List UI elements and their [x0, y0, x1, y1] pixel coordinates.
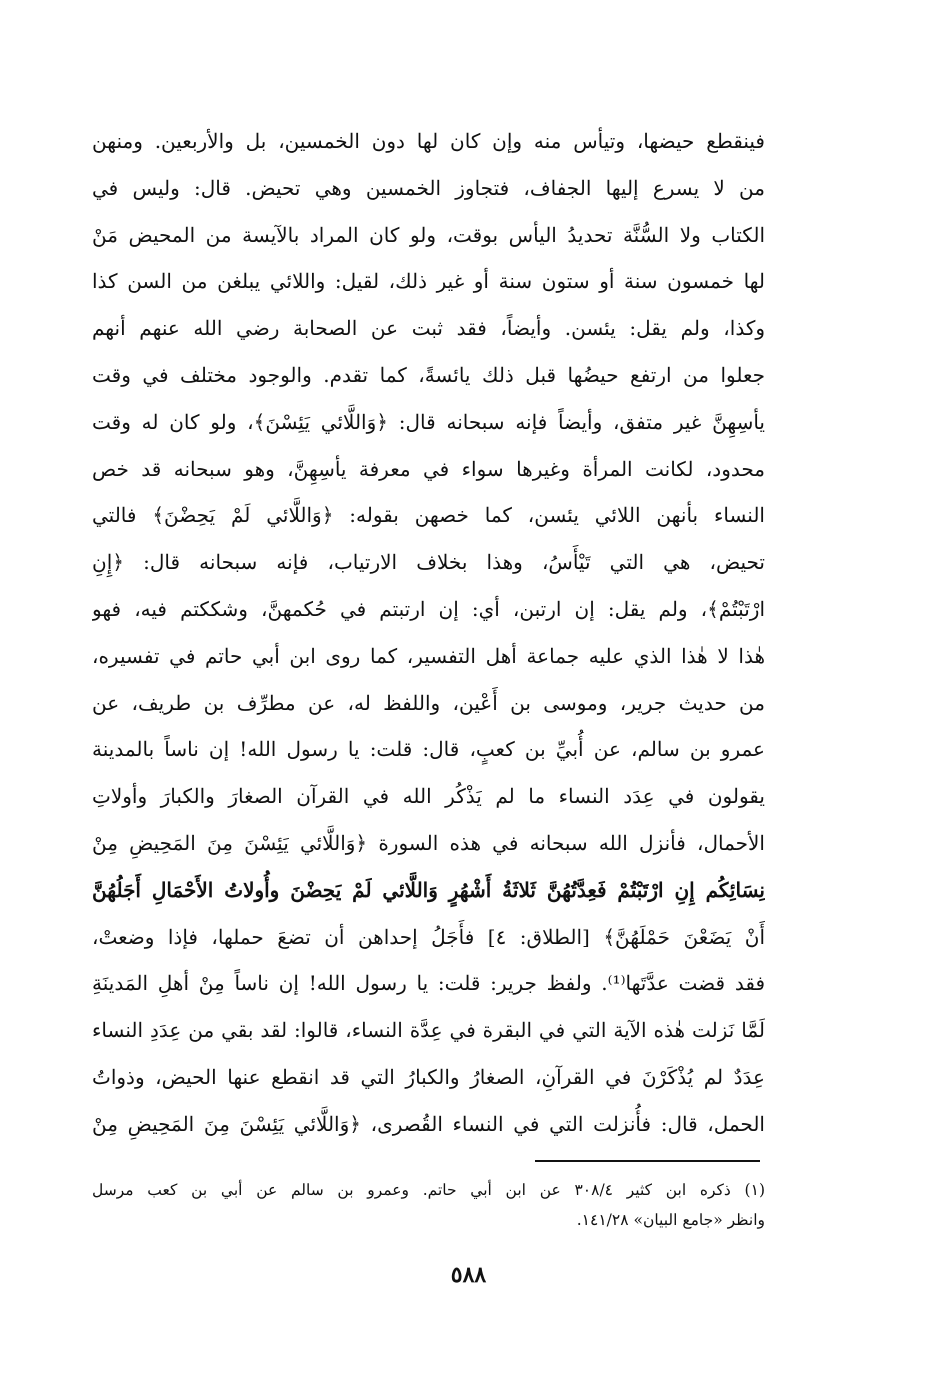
footnote — [92, 1175, 765, 1235]
text-line: الكتاب ولا السُّنَّة تحديدُ اليأس بوقت، ولو كان المراد بالآيسة من المحيض مَنْ — [92, 222, 765, 247]
quran-verse-line: نِسَائِكُم إِنِ ارْتَبْتُمْ فَعِدَّتُهُنَّ ثَلاثَةُ أَشْهُرٍ وَاللَّائي لَمْ يَحِضْنَ وأُولاتُ الأَحْمَالِ أَجَلُهُنَّ — [92, 877, 765, 902]
text-line: النساء بأنهن اللائي يئسن، كما خصهن بقوله: ﴿وَاللَّائي لَمْ يَحِضْنَ﴾ فالتي — [92, 503, 765, 528]
text-line: جعلوا من ارتفع حيضُها قبل ذلك يائسةً، كما تقدم. والوجود مختلف في وقت — [92, 362, 765, 387]
text-line: عِدَدٌ لم يُذْكَرْنَ في القرآنِ، الصغارُ والكبارُ التي قد انقطع عنها الحيض، وذواتُ — [92, 1064, 765, 1089]
text-line: أَنْ يَضَعْنَ حَمْلَهُنَّ﴾ [الطلاق: ٤] فأَجَلُ إحداهن أن تضعَ حملها، فإذا وضعتْ، — [92, 924, 765, 949]
text-line: تحيض، هي التي تَيْأَسُ، وهذا بخلاف الارتياب، فإنه سبحانه قال: ﴿إِنِ — [92, 550, 765, 575]
page-number: ٥٨٨ — [450, 1262, 487, 1288]
text-line: الأحمال، فأنزل الله سبحانه في هذه السورة ﴿وَاللَّائي يَئِسْنَ مِنَ المَحِيضِ مِنْ — [92, 830, 765, 855]
text-line: فقد قضت عدَّتَها⁽¹⁾. ولفظ جرير: قلت: يا رسول الله! إن ناساً مِنْ أهلِ المَدينَةِ — [92, 971, 765, 996]
main-text — [92, 118, 765, 1148]
text-line: وكذا، ولم يقل: يئسن. وأيضاً، فقد ثبت عن الصحابة رضي الله عنهم أنهم — [92, 316, 765, 341]
text-line: يقولون في عِدَد النساء ما لم يَذْكُر الله في القرآن الصغارَ والكبارَ وأولاتِ — [92, 784, 765, 809]
text-line: من لا يسرع إليها الجفاف، فتجاوز الخمسين وهي تحيض. قال: وليس في — [92, 175, 765, 200]
footnote-line: (١) ذكره ابن كثير ٣٠٨/٤ عن ابن أبي حاتم. وعمرو بن سالم عن أبي بن كعب مرسل — [92, 1181, 765, 1199]
text-line: لها خمسون سنة أو ستون سنة أو غير ذلك، لقيل: واللائي يبلغن من السن كذا — [92, 269, 765, 294]
text-line: محدود، لكانت المرأة وغيرها سواء في معرفة يأسِهِنَّ، وهو سبحانه قد خص — [92, 456, 765, 481]
footnote-divider — [535, 1160, 760, 1162]
text-line: يأسِهِنَّ غير متفق، وأيضاً فإنه سبحانه قال: ﴿وَاللَّائي يَئِسْنَ﴾، ولو كان له وقت — [92, 409, 765, 434]
footnote-line: وانظر «جامع البيان» ١٤١/٢٨. — [576, 1211, 765, 1229]
text-line: عمرو بن سالم، عن أُبيِّ بن كعبٍ، قال: قلت: يا رسول الله! إن ناساً بالمدينة — [92, 737, 765, 762]
text-line: هٰذا لا هٰذا الذي عليه جماعة أهل التفسير، كما روى ابن أبي حاتم في تفسيره، — [92, 643, 765, 668]
text-line: الحمل، قال: فأُنزلت التي في النساء القُصرى، ﴿وَاللَّائي يَئِسْنَ مِنَ المَحِيضِ مِنْ — [92, 1111, 765, 1136]
text-line: لَمَّا نَزلت هٰذه الآية التي في البقرة في عِدَّة النساء، قالوا: لقد بقي من عِدَدِ النساء — [92, 1018, 765, 1043]
text-line: فينقطع حيضها، وتيأس منه وإن كان لها دون الخمسين، بل والأربعين. ومنهن — [92, 129, 765, 153]
text-line: ارْتَبْتُمْ﴾، ولم يقل: إن ارتبن، أي: إن ارتبتم في حُكمهنَّ، وشككتم فيه، فهو — [92, 596, 765, 621]
text-line: من حديث جرير، وموسى بن أَعْين، واللفظ له، عن مطرِّف بن طريف، عن — [92, 690, 765, 715]
